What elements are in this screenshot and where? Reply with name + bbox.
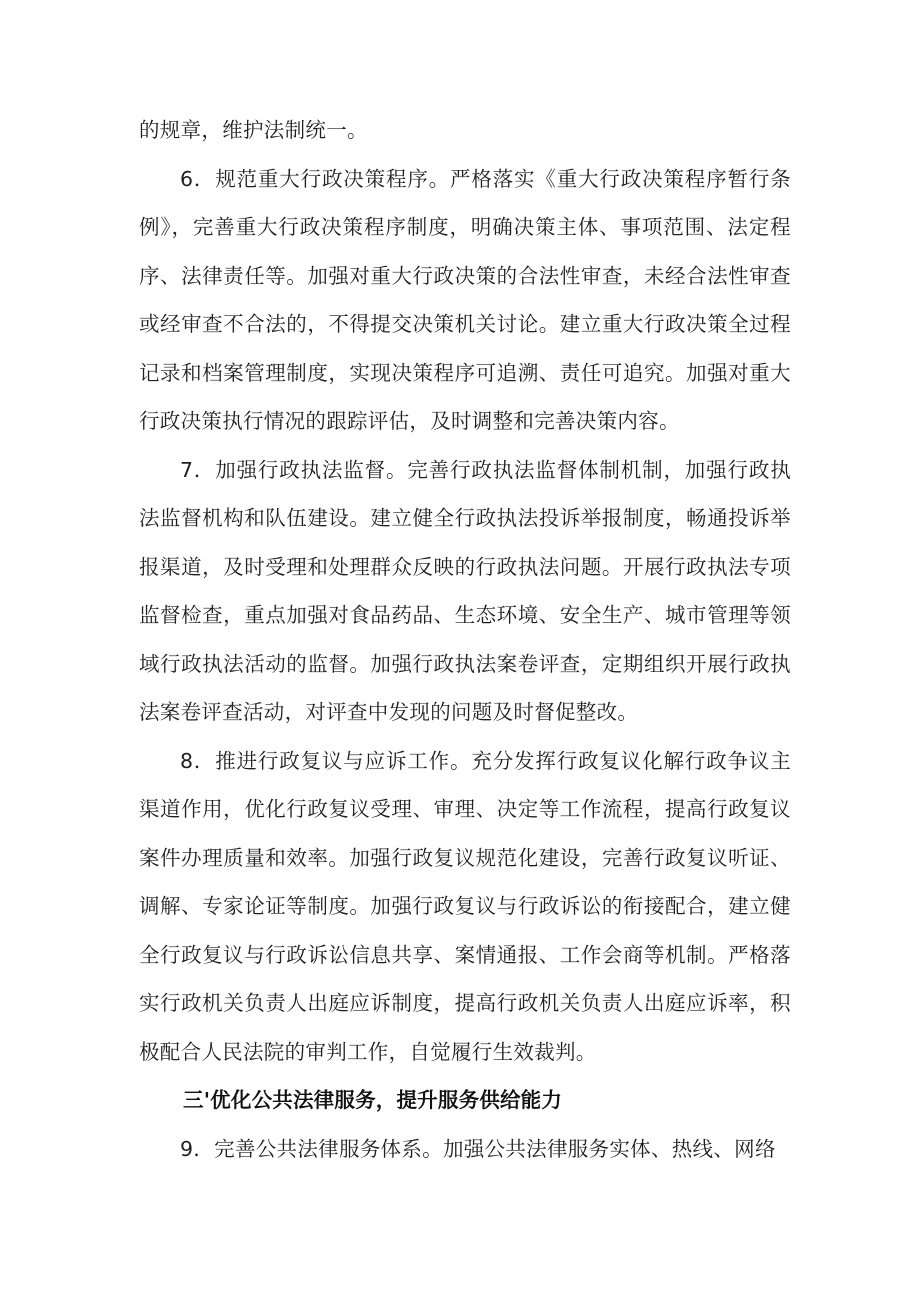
item-8-paragraph: 8．推进行政复议与应诉工作。充分发挥行政复议化解行政争议主渠道作用，优化行政复议受理、审理、决定等工作流程，提高行政复议案件办理质量和效率。加强行政复议规范化建设，完善行政复议听证、调解、专家论证等制度。加强行政复议与行政诉讼的衔接配合，建立健全行政复议与行政诉讼信息共享、案情通报、工作会商等机制。严格落实行政机关负责人出庭应诉制度，提高行政机关负责人出庭应诉率，积极配合人民法院的审判工作，自觉履行生效裁判。 (139, 748, 791, 1064)
item-9-paragraph: 9．完善公共法律服务体系。加强公共法律服务实体、热线、网络 (180, 1136, 776, 1161)
document-body (139, 106, 791, 1173)
item-7-paragraph: 7．加强行政执法监督。完善行政执法监督体制机制，加强行政执法监督机构和队伍建设。建立健全行政执法投诉举报制度，畅通投诉举报渠道，及时受理和处理群众反映的行政执法问题。开展行政执法专项监督检查，重点加强对食品药品、生态环境、安全生产、城市管理等领域行政执法活动的监督。加强行政执法案卷评查，定期组织开展行政执法案卷评查活动，对评查中发现的问题及时督促整改。 (139, 457, 791, 724)
item-6-paragraph: 6．规范重大行政决策程序。严格落实《重大行政决策程序暂行条例》，完善重大行政决策程序制度，明确决策主体、事项范围、法定程序、法律责任等。加强对重大行政决策的合法性审查，未经合法性审查或经审查不合法的，不得提交决策机关讨论。建立重大行政决策全过程记录和档案管理制度，实现决策程序可追溯、责任可追究。加强对重大行政决策执行情况的跟踪评估，及时调整和完善决策内容。 (139, 166, 791, 433)
section-3-heading: 三'优化公共法律服务，提升服务供给能力 (183, 1088, 563, 1112)
continuation-paragraph: 的规章，维护法制统一。 (139, 118, 368, 142)
